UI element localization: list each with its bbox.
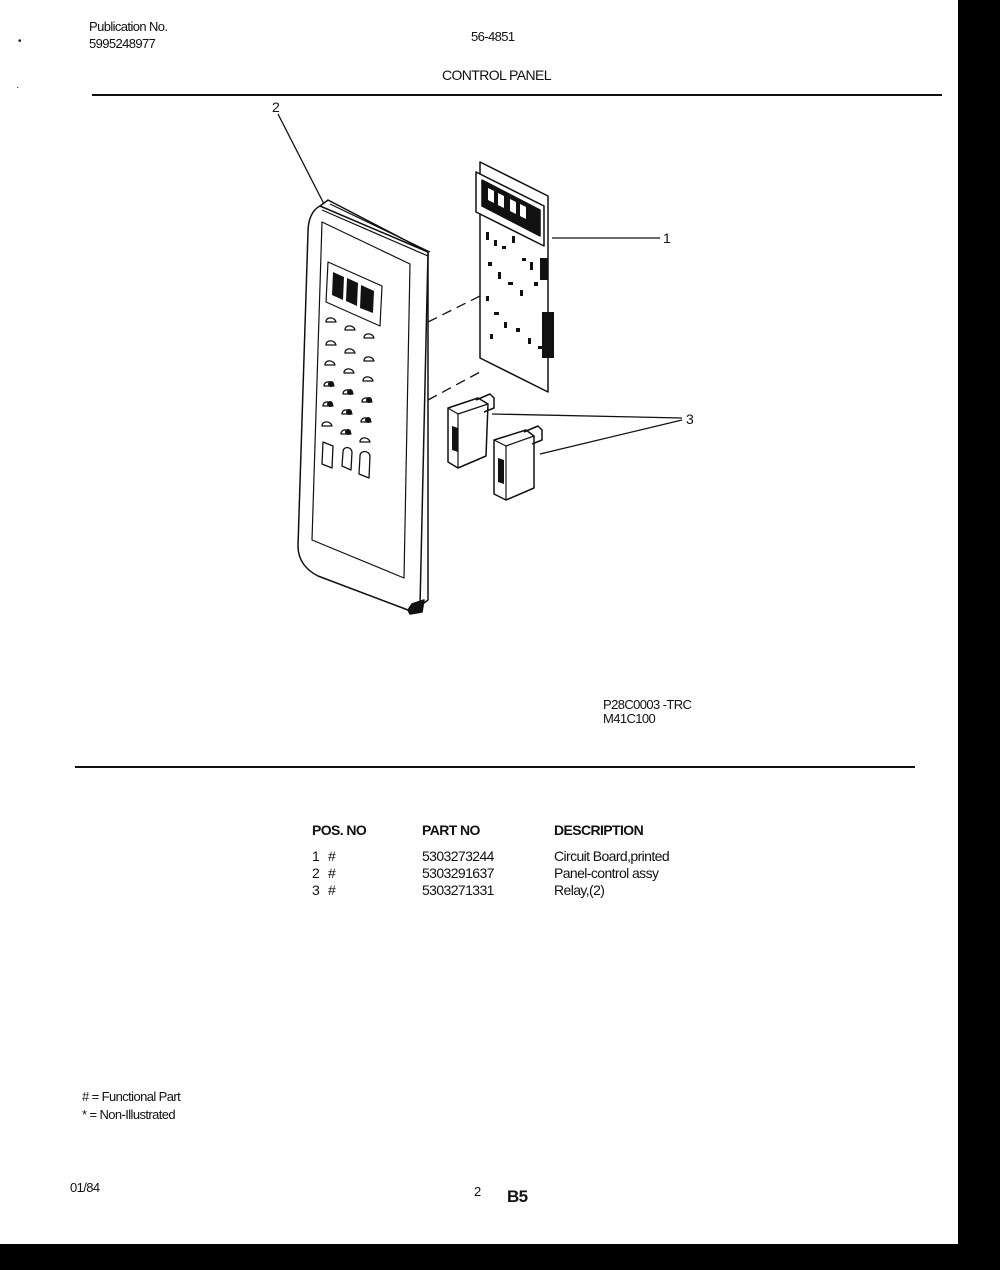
table-row: [312, 848, 669, 865]
model-code: 56-4851: [471, 29, 515, 44]
parts-table-header: [312, 822, 669, 848]
drawing-code-2: M41C100: [603, 711, 656, 726]
header-part-no: PART NO: [422, 822, 480, 838]
control-panel-body: [298, 206, 428, 610]
scan-speck: ·: [16, 82, 20, 93]
pos-cell: [312, 848, 422, 865]
section-title: CONTROL PANEL: [442, 67, 551, 83]
callout-3: 3: [686, 411, 694, 427]
publication-label: Publication No.: [89, 19, 168, 34]
parts-table: [312, 822, 669, 899]
header-description: DESCRIPTION: [554, 822, 644, 838]
footer-date: 01/84: [70, 1180, 100, 1195]
description-cell: Panel-control assy: [554, 865, 659, 881]
part-no-cell: 5303291637: [422, 865, 494, 881]
drawing-code-1: P28C0003 -TRC: [603, 697, 692, 712]
functional-flag: #: [328, 848, 336, 864]
callout-1: 1: [663, 230, 671, 246]
pos-number: 2: [312, 865, 320, 881]
section-rule: [75, 766, 915, 768]
description-cell: Circuit Board,printed: [554, 848, 670, 864]
footer-page-number: 2: [474, 1184, 481, 1199]
header-pos-no: POS. NO: [312, 822, 367, 838]
pos-cell: [312, 882, 422, 899]
scan-speck: •: [18, 36, 22, 47]
functional-flag: #: [328, 865, 336, 881]
callout-2: 2: [272, 99, 280, 115]
pos-cell: [312, 865, 422, 882]
part-no-cell: 5303271331: [422, 882, 494, 898]
legend-non-illustrated: * = Non-Illustrated: [82, 1107, 176, 1122]
footer-page-code: B5: [507, 1187, 528, 1206]
legend-functional: # = Functional Part: [82, 1089, 181, 1104]
pos-number: 1: [312, 848, 320, 864]
publication-number: 5995248977: [89, 36, 156, 51]
functional-flag: #: [328, 882, 336, 898]
part-no-cell: 5303273244: [422, 848, 494, 864]
description-cell: Relay,(2): [554, 882, 605, 898]
pos-number: 3: [312, 882, 320, 898]
table-row: [312, 865, 669, 882]
table-row: [312, 882, 669, 899]
